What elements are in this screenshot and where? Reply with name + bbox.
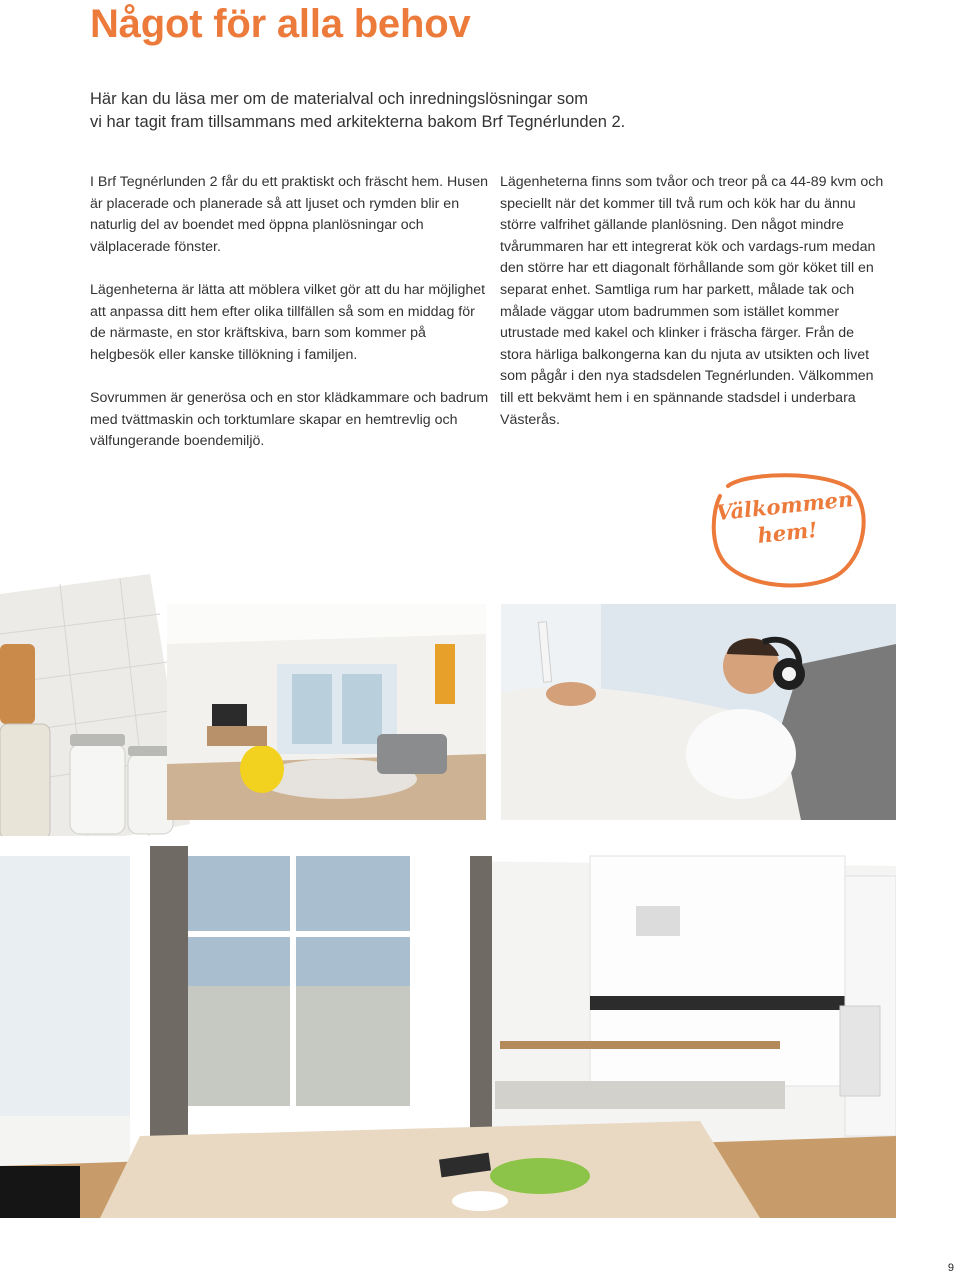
photo-living-room xyxy=(167,604,486,820)
paragraph: I Brf Tegnérlunden 2 får du ett praktiskt och fräscht hem. Husen är placerade och planerade så att ljuset och rymden blir en naturlig del av boendet med öppna planlösningar och välplacerade fönster. xyxy=(90,174,488,255)
kitchen-dining-image xyxy=(0,836,896,1218)
paragraph: Lägenheterna är lätta att möblera vilket gör att du har möjlighet att anpassa ditt hem efter olika tillfällen så som en middag för de närmaste, en stor kräftskiva, barn som kommer på helgbesök eller kanske tillökning i familjen. xyxy=(90,281,486,363)
stamp-line: Välkommen xyxy=(714,485,855,526)
page-number: 9 xyxy=(947,1262,954,1274)
man-headphones-image xyxy=(501,604,896,820)
stamp-line: hem! xyxy=(756,516,819,548)
intro-text xyxy=(90,88,690,134)
photo-kitchen-jars xyxy=(0,574,190,859)
page-title: Något för alla behov xyxy=(90,2,471,46)
photo-man-headphones xyxy=(501,604,896,820)
intro-line: vi har tagit fram tillsammans med arkitekterna bakom Brf Tegnérlunden 2. xyxy=(90,113,626,131)
paragraph: Sovrummen är generösa och en stor klädkammare och badrum med tvättmaskin och torktumlare skapar en hemtrevlig och välfungerande boendemiljö. xyxy=(90,389,489,450)
welcome-stamp xyxy=(706,468,866,588)
living-room-image xyxy=(167,604,486,820)
left-column xyxy=(90,172,490,474)
intro-line: Här kan du läsa mer om de materialval och inredningslösningar som xyxy=(90,90,588,108)
photo-kitchen-dining xyxy=(0,836,896,1218)
right-column xyxy=(500,172,885,453)
jars-image xyxy=(0,574,190,859)
paragraph: Lägenheterna finns som tvåor och treor på ca 44-89 kvm och speciellt när det kommer till två rum och kök har du ännu större valfrihet gällande planlösning. Den något mindre tvårummaren har ett integrerat kök och vardags-rum medan den större har ett diagonalt förhållande som gör köket till en separat enhet. Samtliga rum har parkett, målade tak och målade väggar utom badrummen som istället kommer utrustade med kakel och klinker i fräscha färger. Från de stora härliga balkongerna kan du njuta av utsikten och livet som pågår i den nya stadsdelen Tegnérlunden. Välkommen till ett bekvämt hem i en spännande stadsdel i underbara Västerås. xyxy=(500,174,884,428)
